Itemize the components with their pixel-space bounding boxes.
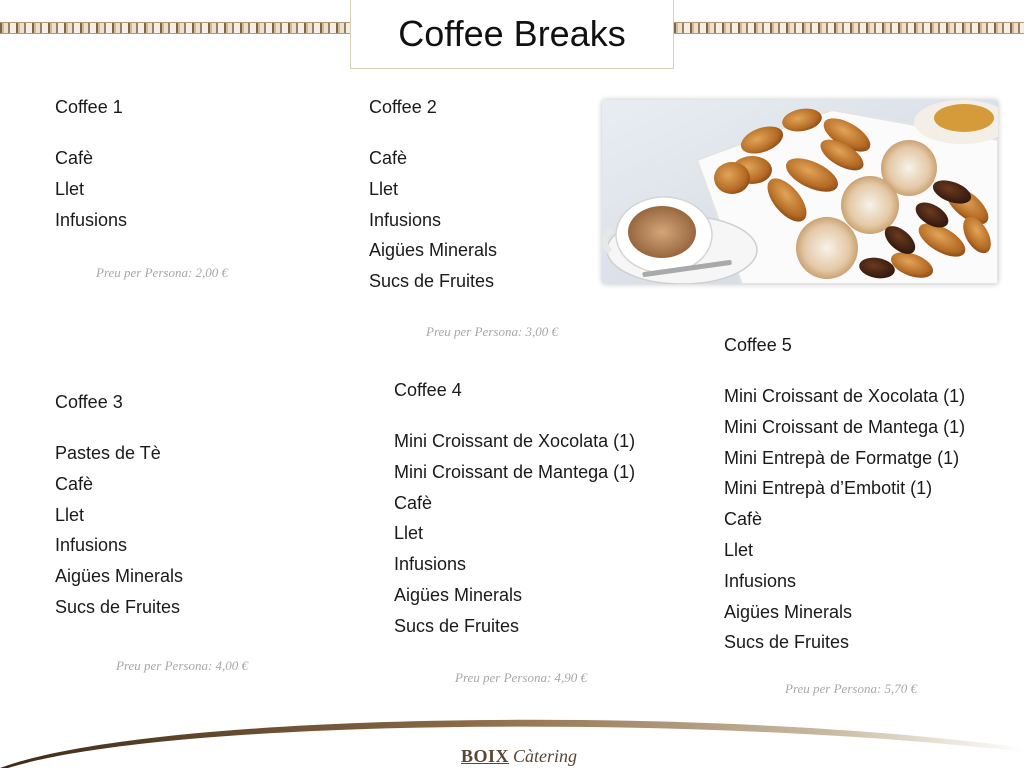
menu-item: Sucs de Fruites [394,615,520,636]
menu-item: Sucs de Fruites [55,596,181,617]
menu-item: Mini Croissant de Xocolata (1) [394,431,636,451]
brand-logo [461,746,577,767]
menu-coffee-2 [369,97,599,339]
menu-item: Aigües Minerals [724,601,853,622]
menu-item: Pastes de Tè [55,443,161,463]
menu-coffee-1 [55,97,315,280]
menu-item: Cafè [55,148,94,168]
menu-item: Aigües Minerals [394,584,523,605]
menu-item: Infusions [724,570,797,591]
menu-item: Mini Entrepà de Formatge (1) [724,447,960,468]
menu-title: Coffee 1 [55,97,123,117]
menu-title: Coffee 4 [394,380,462,400]
menu-item: Cafè [55,473,94,494]
menu-item: Cafè [369,148,408,168]
menu-item: Llet [55,504,85,525]
menu-item: Aigües Minerals [369,240,498,261]
menu-item: Sucs de Fruites [369,271,495,292]
menu-title: Coffee 3 [55,392,123,412]
page-title: Coffee Breaks [398,13,626,54]
title-box [350,0,674,69]
menu-price: Preu per Persona: 4,90 € [455,670,588,685]
menu-coffee-4 [394,380,684,685]
pastries-coffee-photo [602,100,998,284]
menu-item: Cafè [724,509,763,530]
menu-item: Aigües Minerals [55,566,184,587]
menu-item: Llet [724,539,754,560]
menu-price: Preu per Persona: 5,70 € [785,681,918,696]
menu-title: Coffee 2 [369,97,437,117]
menu-item: Mini Croissant de Xocolata (1) [724,386,966,406]
menu-price: Preu per Persona: 4,00 € [116,658,249,673]
menu-item: Cafè [394,492,433,513]
menu-coffee-5 [724,335,1014,696]
menu-item: Infusions [369,209,442,230]
menu-item: Mini Entrepà d’Embotit (1) [724,478,933,499]
menu-price: Preu per Persona: 3,00 € [426,324,559,339]
brand-suffix: Càtering [513,746,578,766]
menu-item: Llet [55,178,85,199]
menu-coffee-3 [55,392,315,673]
brand-name: BOIX [461,746,510,766]
menu-price: Preu per Persona: 2,00 € [96,265,229,280]
menu-item: Sucs de Fruites [724,632,850,653]
decorative-border-left [0,22,350,34]
menu-item: Mini Croissant de Mantega (1) [724,416,966,437]
menu-item: Infusions [55,535,128,556]
decorative-border-right [674,22,1024,34]
menu-item: Llet [369,178,399,199]
menu-item: Infusions [394,554,467,575]
menu-item: Mini Croissant de Mantega (1) [394,461,636,482]
menu-item: Llet [394,523,424,544]
menu-title: Coffee 5 [724,335,792,355]
menu-item: Infusions [55,209,128,230]
photo-illustration [602,100,998,284]
